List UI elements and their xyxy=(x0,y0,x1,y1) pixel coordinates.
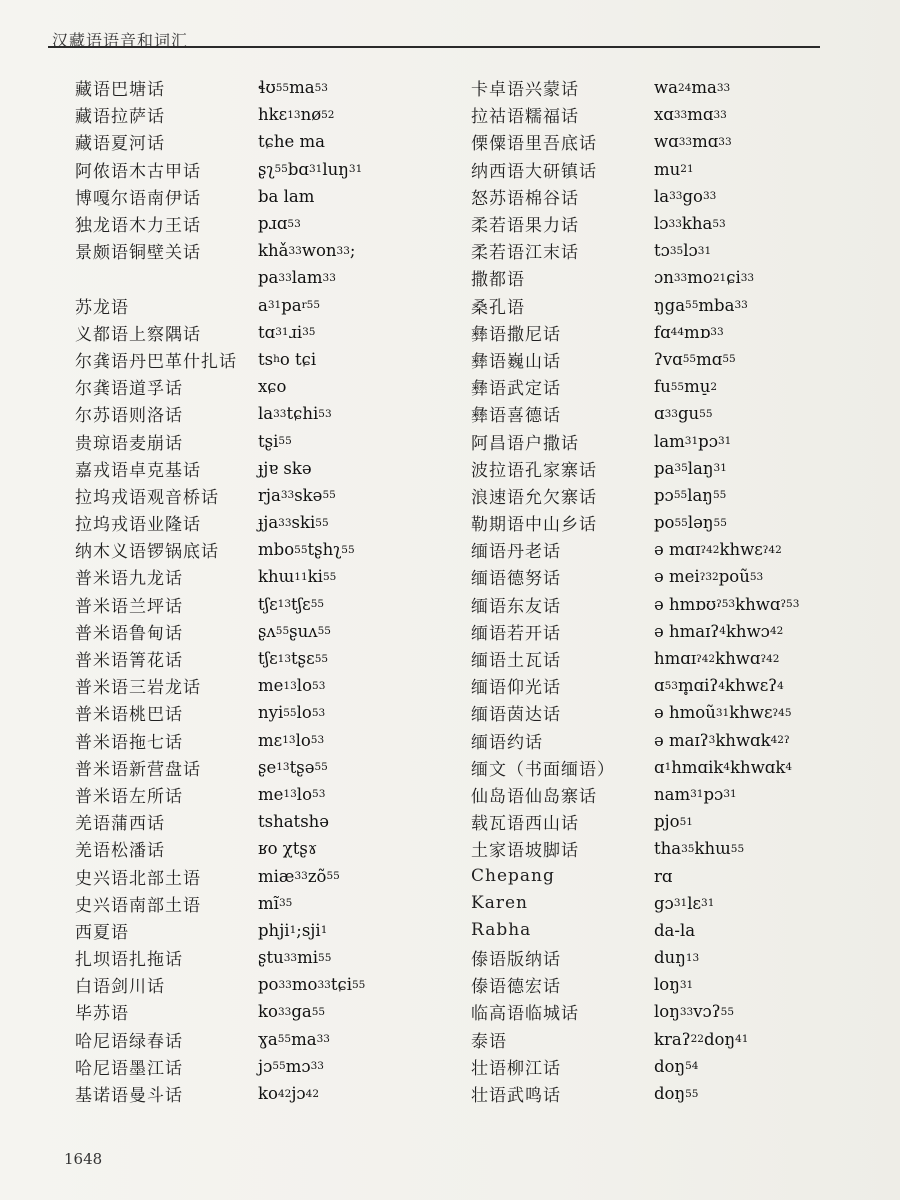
dialect-name: 普米语新营盘话 xyxy=(75,759,201,780)
word-form: khǎ 33 won 33 ; xyxy=(258,241,356,261)
word-form: tha 35 khɯ 55 xyxy=(654,839,745,859)
dialect-name: 泰语 xyxy=(471,1031,507,1052)
word-form: ts h o tɕi xyxy=(258,349,317,369)
word-form: tʃɛ 13 tʃɛ 55 xyxy=(258,594,325,614)
word-form: miæ 33 zõ 55 xyxy=(258,866,340,886)
header-rule xyxy=(48,46,820,48)
dialect-name: 尔龚语道孚话 xyxy=(75,379,183,400)
dialect-name: 藏语巴塘话 xyxy=(75,80,165,101)
dialect-name: 景颇语铜壁关话 xyxy=(75,243,201,264)
dialect-name: Rabha xyxy=(471,920,532,941)
word-form: rja 33 skə 55 xyxy=(258,485,336,505)
dialect-name: 贵琼语麦崩话 xyxy=(75,433,183,454)
word-form: pjo 51 xyxy=(654,812,693,832)
dialect-name: 彝语喜德话 xyxy=(471,406,561,427)
dialect-name: 普米语箐花话 xyxy=(75,651,183,672)
word-form: a 31 pa r55 xyxy=(258,295,321,315)
dialect-name: 卡卓语兴蒙话 xyxy=(471,80,579,101)
word-form: kraʔ 22 doŋ 41 xyxy=(654,1029,749,1049)
dialect-name: 拉坞戎语观音桥话 xyxy=(75,487,219,508)
word-form: tɑ 31 ɹi 35 xyxy=(258,322,316,342)
word-form: la 33 tɕhi 53 xyxy=(258,404,332,424)
dialect-name: 缅文（书面缅语） xyxy=(471,759,615,780)
word-form: mbo 55 tʂhʅ 55 xyxy=(258,540,355,560)
word-form: hmɑɪ ʔ42 khwɑ ʔ42 xyxy=(654,649,780,669)
word-form: ʂe 13 tʂə 55 xyxy=(258,757,328,777)
word-form: nam 31 pɔ 31 xyxy=(654,784,737,804)
word-form: ʂʅ 55 bɑ 31 luŋ 31 xyxy=(258,159,363,179)
word-form: la 33 go 33 xyxy=(654,186,717,206)
word-form: po 33 mo 33 tɕi 55 xyxy=(258,975,366,995)
dialect-name: 普米语三岩龙话 xyxy=(75,678,201,699)
dialect-name: 土家语坡脚话 xyxy=(471,841,579,862)
dialect-name: 尔龚语丹巴革什扎话 xyxy=(75,351,237,372)
word-form: pɔ 55 laŋ 55 xyxy=(654,485,727,505)
dialect-name: 壮语武鸣话 xyxy=(471,1086,561,1107)
word-form: ə mei ʔ32 poũ 53 xyxy=(654,567,764,587)
dialect-name: 基诺语曼斗话 xyxy=(75,1086,183,1107)
word-form: tɔ 35 lɔ 31 xyxy=(654,241,712,261)
word-form: me 13 lo 53 xyxy=(258,784,326,804)
dialect-name: 普米语桃巴话 xyxy=(75,705,183,726)
right-dialect-column xyxy=(471,74,615,1107)
dialect-name: 尔苏语则洛话 xyxy=(75,406,183,427)
word-form: phji 1 ;sji 1 xyxy=(258,920,328,940)
word-form: ɑ 53 m̥ɑiʔ 4 khwɛʔ 4 xyxy=(654,676,784,696)
word-form: ə hmaɪʔ 4 khwɔ 42 xyxy=(654,621,784,641)
dialect-name: 阿侬语木古甲话 xyxy=(75,161,201,182)
dialect-name: 嘉戎语卓克基话 xyxy=(75,460,201,481)
word-form: ʔvɑ 55 mɑ 55 xyxy=(654,349,736,369)
dialect-name: 勒期语中山乡话 xyxy=(471,515,597,536)
dialect-name: 苏龙语 xyxy=(75,297,129,318)
word-form: rɑ xyxy=(654,866,673,886)
word-form: ʂtu 33 mi 55 xyxy=(258,948,332,968)
dialect-name: 载瓦语西山话 xyxy=(471,814,579,835)
dialect-name: 纳木义语锣锅底话 xyxy=(75,542,219,563)
dialect-name: 扎坝语扎拖话 xyxy=(75,950,183,971)
word-form: duŋ 13 xyxy=(654,948,700,968)
dialect-name: 傈僳语里吾底话 xyxy=(471,134,597,155)
dialect-name: 西夏语 xyxy=(75,922,129,943)
dialect-name: 彝语巍山话 xyxy=(471,351,561,372)
page-number: 1648 xyxy=(64,1150,103,1168)
word-form: mĩ 35 xyxy=(258,893,293,913)
word-form: doŋ 55 xyxy=(654,1084,699,1104)
word-form: tʃɛ 13 tʂɛ 55 xyxy=(258,649,329,669)
word-form: nyi 55 lo 53 xyxy=(258,703,326,723)
dialect-name: 哈尼语墨江话 xyxy=(75,1058,183,1079)
word-form: pa 35 laŋ 31 xyxy=(654,458,727,478)
word-form: doŋ 54 xyxy=(654,1056,699,1076)
word-form: ɑ 33 gu 55 xyxy=(654,404,713,424)
left-form-column xyxy=(258,74,365,1107)
dialect-name: 缅语约话 xyxy=(471,732,543,753)
word-form: ə mɑɪ ʔ42 khwɛ ʔ42 xyxy=(654,540,782,560)
dialect-name: 羌语松潘话 xyxy=(75,841,165,862)
dialect-name: Karen xyxy=(471,893,528,914)
dialect-name: 阿昌语户撒话 xyxy=(471,433,579,454)
dialect-name: 普米语拖七话 xyxy=(75,732,183,753)
dialect-name: 史兴语北部土语 xyxy=(75,868,201,889)
word-form: ɬʊ 55 ma 53 xyxy=(258,78,328,98)
dialect-name: 缅语茵达话 xyxy=(471,705,561,726)
word-form: ko 33 ga 55 xyxy=(258,1002,326,1022)
dialect-name: 哈尼语绿春话 xyxy=(75,1031,183,1052)
word-form: loŋ 31 xyxy=(654,975,694,995)
dialect-name: 白语剑川话 xyxy=(75,977,165,998)
word-form: hkɛ 13 nø 52 xyxy=(258,105,335,125)
dialect-name: 缅语若开话 xyxy=(471,623,561,644)
word-form: ʁo χtʂɤ xyxy=(258,839,318,859)
dialect-name: 撒都语 xyxy=(471,270,525,291)
dialect-name: 彝语武定话 xyxy=(471,379,561,400)
dialect-name: 怒苏语棉谷话 xyxy=(471,188,579,209)
word-form: ŋga 55 mba 33 xyxy=(654,295,748,315)
word-form: ɣa 55 ma 33 xyxy=(258,1029,330,1049)
word-form: ʂʌ 55 ʂuʌ 55 xyxy=(258,621,331,641)
word-form: ɔn 33 mo 21 ɕi 33 xyxy=(654,268,755,288)
word-form: fu 55 mu̠ 2 xyxy=(654,377,718,397)
dialect-name: 拉祜语糯福话 xyxy=(471,107,579,128)
dialect-name: Chepang xyxy=(471,866,555,887)
dialect-name: 独龙语木力王话 xyxy=(75,216,201,237)
dialect-name: 义都语上察隅话 xyxy=(75,324,201,345)
word-form: ə hmɒʊ ʔ53 khwɑ ʔ53 xyxy=(654,594,800,614)
word-form: ko 42 jɔ 42 xyxy=(258,1084,320,1104)
word-form: loŋ 33 vɔʔ 55 xyxy=(654,1002,735,1022)
right-form-column xyxy=(654,74,799,1107)
word-form: ə maɪʔ 3 khwɑk 42ʔ xyxy=(654,730,790,750)
dialect-name: 缅语仰光话 xyxy=(471,678,561,699)
dialect-name: 缅语土瓦话 xyxy=(471,651,561,672)
dialect-name: 普米语兰坪话 xyxy=(75,596,183,617)
word-form: gɔ 31 lɛ 31 xyxy=(654,893,715,913)
word-form: pɹɑ 53 xyxy=(258,214,301,234)
dialect-name: 柔若语江末话 xyxy=(471,243,579,264)
word-form: tʂi 55 xyxy=(258,431,292,451)
dialect-name xyxy=(75,264,237,291)
dialect-name: 浪速语允欠寨话 xyxy=(471,487,597,508)
word-form: po 55 ləŋ 55 xyxy=(654,513,727,533)
dialect-name: 毕苏语 xyxy=(75,1004,129,1025)
dialect-name: 史兴语南部土语 xyxy=(75,895,201,916)
left-dialect-column xyxy=(75,74,237,1107)
word-form: tshatshə xyxy=(258,812,330,832)
dialect-name: 普米语九龙话 xyxy=(75,569,183,590)
word-form: tɕhe ma xyxy=(258,132,325,152)
dialect-name: 博嘎尔语南伊话 xyxy=(75,188,201,209)
word-form: ɟjɐ skə xyxy=(258,458,312,478)
dialect-name: 彝语撒尼话 xyxy=(471,324,561,345)
running-header: 汉藏语语音和词汇 xyxy=(52,31,189,50)
word-form: xɕo xyxy=(258,377,287,397)
dialect-name: 普米语鲁甸话 xyxy=(75,623,183,644)
dialect-name: 柔若语果力话 xyxy=(471,216,579,237)
word-form: me 13 lo 53 xyxy=(258,676,326,696)
dialect-name: 临高语临城话 xyxy=(471,1004,579,1025)
word-form: da-la xyxy=(654,920,696,940)
dialect-name: 普米语左所话 xyxy=(75,786,183,807)
word-form: fɑ 44 mɒ 33 xyxy=(654,322,724,342)
dialect-name: 缅语丹老话 xyxy=(471,542,561,563)
word-form: pa 33 lam 33 xyxy=(258,268,336,288)
word-form: mu 21 xyxy=(654,159,694,179)
dialect-name: 拉坞戎语业隆话 xyxy=(75,515,201,536)
word-form: xɑ 33 mɑ 33 xyxy=(654,105,727,125)
word-form: mɛ 13 lo 53 xyxy=(258,730,325,750)
dialect-name: 傣语德宏话 xyxy=(471,977,561,998)
word-form: khɯ 11 ki 55 xyxy=(258,567,337,587)
word-form: jɔ 55 mɔ 33 xyxy=(258,1056,324,1076)
dialect-name: 傣语版纳话 xyxy=(471,950,561,971)
dialect-name: 藏语拉萨话 xyxy=(75,107,165,128)
word-form: ɑ 1 hmɑik 4 khwɑk 4 xyxy=(654,757,793,777)
word-form: ə hmoũ 31 khwɛ ʔ45 xyxy=(654,703,792,723)
word-form: ɟja 33 ski 55 xyxy=(258,513,329,533)
word-form: wa 24 ma 33 xyxy=(654,78,731,98)
dialect-name: 桑孔语 xyxy=(471,297,525,318)
dialect-name: 羌语蒲西话 xyxy=(75,814,165,835)
word-form: wɑ 33 mɑ 33 xyxy=(654,132,732,152)
dialect-name: 壮语柳江话 xyxy=(471,1058,561,1079)
dialect-name: 缅语东友话 xyxy=(471,596,561,617)
dialect-name: 藏语夏河话 xyxy=(75,134,165,155)
word-form: ba lam xyxy=(258,186,315,206)
dialect-name: 缅语德努话 xyxy=(471,569,561,590)
word-form: lam 31 pɔ 31 xyxy=(654,431,732,451)
word-form: lɔ 33 kha 53 xyxy=(654,214,726,234)
dialect-name: 纳西语大研镇话 xyxy=(471,161,597,182)
dialect-name: 波拉语孔家寨话 xyxy=(471,460,597,481)
dialect-name: 仙岛语仙岛寨话 xyxy=(471,786,597,807)
